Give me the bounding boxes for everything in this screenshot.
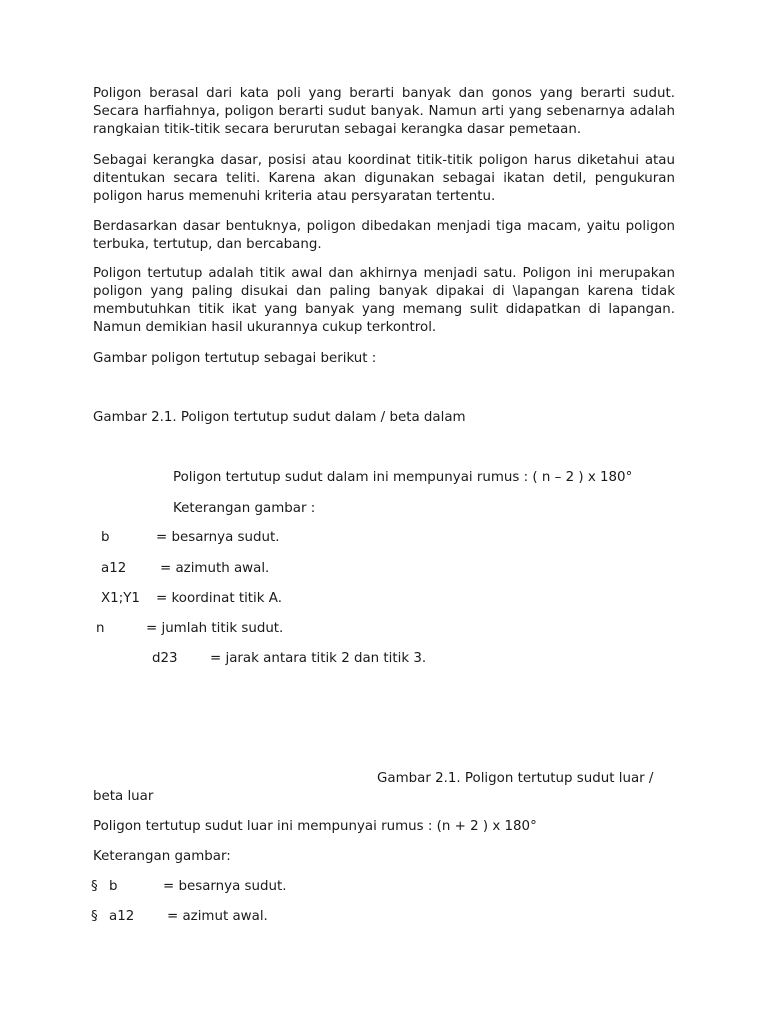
paragraph-types: Berdasarkan dasar bentuknya, poligon dibedakan menjadi tiga macam, yaitu poligon terbuka, tertutup, dan bercabang. [93, 219, 675, 252]
legend-title-outer: Keterangan gambar: [93, 849, 231, 864]
legend-definition: = jarak antara titik 2 dan titik 3. [210, 651, 427, 666]
legend-definition: = koordinat titik A. [156, 591, 282, 606]
legend-title-inner: Keterangan gambar : [173, 501, 316, 516]
formula-inner-angle: Poligon tertutup sudut dalam ini mempunyai rumus : ( n – 2 ) x 180° [173, 470, 633, 485]
figure-intro: Gambar poligon tertutup sebagai berikut : [93, 351, 377, 366]
legend-bullet [91, 878, 118, 896]
figure-caption-outer-angle: Gambar 2.1. Poligon tertutup sudut luar / [377, 771, 654, 786]
paragraph-definition: Poligon berasal dari kata poli yang berarti banyak dan gonos yang berarti sudut. Secara harfiahnya, poligon berarti sudut banyak. Namun arti yang sebenarnya adalah rangkaian titik-titik secara berurutan sebagai kerangka dasar pemetaan. [93, 86, 675, 137]
legend-definition: = jumlah titik sudut. [146, 621, 284, 636]
legend-term: b [101, 530, 110, 545]
section-sign-icon: § [91, 879, 98, 894]
legend-term: d23 [152, 651, 178, 666]
legend-definition: = azimuth awal. [160, 561, 270, 576]
paragraph-framework: Sebagai kerangka dasar, posisi atau koordinat titik-titik poligon harus diketahui atau ditentukan secara teliti. Karena akan digunakan sebagai ikatan detil, pengukuran poligon harus memenuhi kriteria atau persyaratan tertentu. [93, 153, 675, 204]
formula-outer-angle: Poligon tertutup sudut luar ini mempunyai rumus : (n + 2 ) x 180° [93, 819, 537, 834]
legend-term: b [109, 879, 118, 894]
paragraph-closed-polygon: Poligon tertutup adalah titik awal dan akhirnya menjadi satu. Poligon ini merupakan poligon yang paling disukai dan paling banyak dipakai di \lapangan karena tidak membutuhkan titik ikat yang banyak yang memang sulit didapatkan di lapangan. Namun demikian hasil ukurannya cukup terkontrol. [93, 266, 675, 335]
legend-definition: = besarnya sudut. [156, 530, 280, 545]
legend-term: X1;Y1 [101, 591, 140, 606]
legend-term: a12 [101, 561, 127, 576]
section-sign-icon: § [91, 909, 98, 924]
legend-definition: = besarnya sudut. [163, 879, 287, 894]
legend-bullet [91, 908, 134, 926]
figure-caption-inner-angle: Gambar 2.1. Poligon tertutup sudut dalam / beta dalam [93, 410, 466, 425]
legend-definition: = azimut awal. [167, 909, 268, 924]
legend-term: n [96, 621, 105, 636]
legend-term: a12 [109, 909, 135, 924]
figure-caption-outer-angle-continued: beta luar [93, 789, 154, 804]
